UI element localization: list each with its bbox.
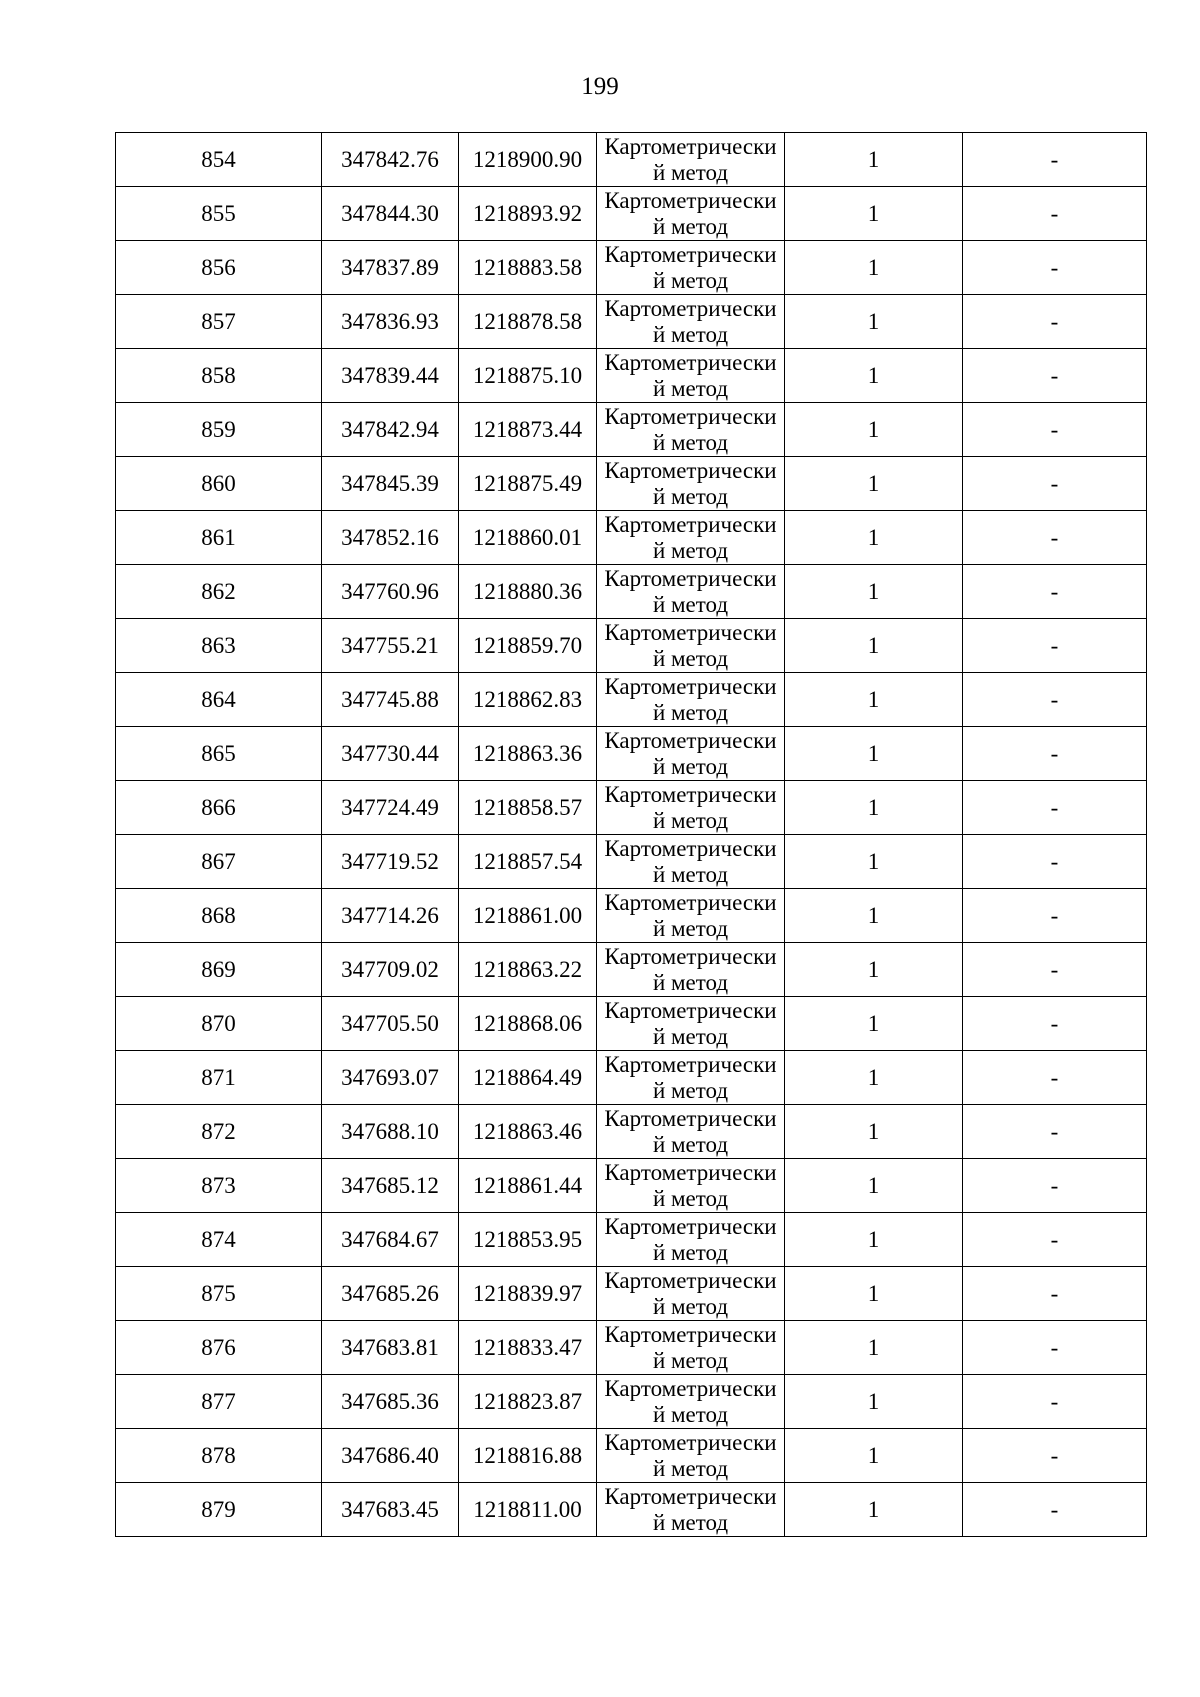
note-cell: - [963,943,1147,997]
y-coordinate-cell: 1218893.92 [459,187,597,241]
point-number-cell: 878 [116,1429,322,1483]
method-cell [597,133,785,187]
method-text-line2: й метод [652,1023,729,1049]
method-text-line1: Картометрически [604,781,777,807]
point-number-cell: 870 [116,997,322,1051]
method-text-line1: Картометрически [604,1213,777,1239]
table-row [116,619,1147,673]
method-cell [597,1105,785,1159]
x-coordinate-cell: 347745.88 [322,673,459,727]
x-coordinate-cell: 347683.45 [322,1483,459,1537]
method-cell [597,673,785,727]
x-coordinate-cell: 347839.44 [322,349,459,403]
point-number-cell: 879 [116,1483,322,1537]
x-coordinate-cell: 347842.94 [322,403,459,457]
x-coordinate-cell: 347688.10 [322,1105,459,1159]
accuracy-cell: 1 [785,943,963,997]
method-text-line1: Картометрически [604,1375,777,1401]
method-text-line1: Картометрически [604,1429,777,1455]
method-text-line2: й метод [652,267,729,293]
point-number-cell: 861 [116,511,322,565]
method-cell [597,511,785,565]
method-text-line1: Картометрически [604,133,777,159]
point-number-cell: 862 [116,565,322,619]
y-coordinate-cell: 1218875.10 [459,349,597,403]
method-text-line1: Картометрически [604,403,777,429]
method-text-line1: Картометрически [604,997,777,1023]
method-cell [597,943,785,997]
method-text-line2: й метод [652,429,729,455]
table-row [116,997,1147,1051]
method-text-line2: й метод [652,1293,729,1319]
table-row [116,1429,1147,1483]
table-row [116,565,1147,619]
table-row [116,835,1147,889]
y-coordinate-cell: 1218839.97 [459,1267,597,1321]
table-body [116,133,1147,1537]
accuracy-cell: 1 [785,457,963,511]
point-number-cell: 874 [116,1213,322,1267]
method-cell [597,1321,785,1375]
x-coordinate-cell: 347730.44 [322,727,459,781]
table-row [116,1267,1147,1321]
note-cell: - [963,565,1147,619]
method-text-line2: й метод [652,1455,729,1481]
table-row [116,1051,1147,1105]
table-row [116,1483,1147,1537]
accuracy-cell: 1 [785,889,963,943]
x-coordinate-cell: 347845.39 [322,457,459,511]
note-cell: - [963,1051,1147,1105]
x-coordinate-cell: 347683.81 [322,1321,459,1375]
point-number-cell: 859 [116,403,322,457]
page-number: 199 [581,73,619,100]
y-coordinate-cell: 1218873.44 [459,403,597,457]
method-cell [597,1429,785,1483]
x-coordinate-cell: 347755.21 [322,619,459,673]
method-text-line1: Картометрически [604,619,777,645]
table-row [116,187,1147,241]
method-text-line2: й метод [652,645,729,671]
note-cell: - [963,727,1147,781]
y-coordinate-cell: 1218853.95 [459,1213,597,1267]
table-row [116,349,1147,403]
method-text-line1: Картометрически [604,349,777,375]
point-number-cell: 867 [116,835,322,889]
method-cell [597,1051,785,1105]
method-text-line1: Картометрически [604,295,777,321]
note-cell: - [963,1267,1147,1321]
note-cell: - [963,619,1147,673]
x-coordinate-cell: 347836.93 [322,295,459,349]
table-row [116,133,1147,187]
accuracy-cell: 1 [785,565,963,619]
x-coordinate-cell: 347837.89 [322,241,459,295]
note-cell: - [963,133,1147,187]
method-cell [597,1213,785,1267]
method-text-line2: й метод [652,1131,729,1157]
table-row [116,727,1147,781]
table-row [116,1321,1147,1375]
y-coordinate-cell: 1218863.36 [459,727,597,781]
point-number-cell: 868 [116,889,322,943]
table-row [116,295,1147,349]
table-row [116,241,1147,295]
method-cell [597,349,785,403]
method-text-line1: Картометрически [604,1483,777,1509]
x-coordinate-cell: 347844.30 [322,187,459,241]
point-number-cell: 876 [116,1321,322,1375]
note-cell: - [963,295,1147,349]
method-text-line1: Картометрически [604,457,777,483]
table-row [116,1105,1147,1159]
method-text-line1: Картометрически [604,1051,777,1077]
point-number-cell: 875 [116,1267,322,1321]
table-row [116,457,1147,511]
method-cell [597,403,785,457]
x-coordinate-cell: 347724.49 [322,781,459,835]
method-cell [597,835,785,889]
method-text-line1: Картометрически [604,1159,777,1185]
y-coordinate-cell: 1218858.57 [459,781,597,835]
accuracy-cell: 1 [785,619,963,673]
y-coordinate-cell: 1218863.46 [459,1105,597,1159]
y-coordinate-cell: 1218875.49 [459,457,597,511]
note-cell: - [963,403,1147,457]
note-cell: - [963,835,1147,889]
y-coordinate-cell: 1218883.58 [459,241,597,295]
table-row [116,943,1147,997]
note-cell: - [963,511,1147,565]
accuracy-cell: 1 [785,1483,963,1537]
accuracy-cell: 1 [785,673,963,727]
note-cell: - [963,241,1147,295]
x-coordinate-cell: 347709.02 [322,943,459,997]
method-text-line2: й метод [652,753,729,779]
method-text-line2: й метод [652,1509,729,1535]
note-cell: - [963,187,1147,241]
accuracy-cell: 1 [785,835,963,889]
method-cell [597,1267,785,1321]
y-coordinate-cell: 1218878.58 [459,295,597,349]
method-text-line2: й метод [652,591,729,617]
note-cell: - [963,349,1147,403]
method-cell [597,889,785,943]
method-text-line2: й метод [652,375,729,401]
x-coordinate-cell: 347685.12 [322,1159,459,1213]
y-coordinate-cell: 1218811.00 [459,1483,597,1537]
note-cell: - [963,1159,1147,1213]
point-number-cell: 860 [116,457,322,511]
accuracy-cell: 1 [785,727,963,781]
point-number-cell: 858 [116,349,322,403]
method-cell [597,1375,785,1429]
y-coordinate-cell: 1218862.83 [459,673,597,727]
method-text-line2: й метод [652,213,729,239]
method-cell [597,187,785,241]
method-cell [597,457,785,511]
y-coordinate-cell: 1218863.22 [459,943,597,997]
accuracy-cell: 1 [785,349,963,403]
method-cell [597,727,785,781]
x-coordinate-cell: 347852.16 [322,511,459,565]
method-text-line1: Картометрически [604,943,777,969]
accuracy-cell: 1 [785,1267,963,1321]
method-text-line1: Картометрически [604,727,777,753]
method-text-line1: Картометрически [604,1267,777,1293]
point-number-cell: 854 [116,133,322,187]
method-cell [597,295,785,349]
accuracy-cell: 1 [785,241,963,295]
table-row [116,1159,1147,1213]
note-cell: - [963,1483,1147,1537]
x-coordinate-cell: 347685.26 [322,1267,459,1321]
y-coordinate-cell: 1218868.06 [459,997,597,1051]
method-cell [597,781,785,835]
method-text-line2: й метод [652,483,729,509]
note-cell: - [963,889,1147,943]
x-coordinate-cell: 347705.50 [322,997,459,1051]
method-text-line1: Картометрически [604,187,777,213]
accuracy-cell: 1 [785,295,963,349]
y-coordinate-cell: 1218860.01 [459,511,597,565]
note-cell: - [963,1105,1147,1159]
method-text-line1: Картометрически [604,1321,777,1347]
accuracy-cell: 1 [785,1051,963,1105]
y-coordinate-cell: 1218859.70 [459,619,597,673]
method-text-line2: й метод [652,861,729,887]
point-number-cell: 866 [116,781,322,835]
x-coordinate-cell: 347714.26 [322,889,459,943]
table-row [116,889,1147,943]
accuracy-cell: 1 [785,997,963,1051]
method-cell [597,1159,785,1213]
table-row [116,781,1147,835]
accuracy-cell: 1 [785,1213,963,1267]
x-coordinate-cell: 347684.67 [322,1213,459,1267]
method-text-line2: й метод [652,537,729,563]
point-number-cell: 857 [116,295,322,349]
y-coordinate-cell: 1218857.54 [459,835,597,889]
point-number-cell: 869 [116,943,322,997]
accuracy-cell: 1 [785,1321,963,1375]
note-cell: - [963,781,1147,835]
accuracy-cell: 1 [785,1429,963,1483]
method-text-line2: й метод [652,1185,729,1211]
note-cell: - [963,673,1147,727]
x-coordinate-cell: 347719.52 [322,835,459,889]
y-coordinate-cell: 1218816.88 [459,1429,597,1483]
method-text-line2: й метод [652,1401,729,1427]
method-text-line2: й метод [652,321,729,347]
note-cell: - [963,457,1147,511]
x-coordinate-cell: 347685.36 [322,1375,459,1429]
method-text-line2: й метод [652,1239,729,1265]
accuracy-cell: 1 [785,1105,963,1159]
point-number-cell: 871 [116,1051,322,1105]
accuracy-cell: 1 [785,187,963,241]
table-row [116,511,1147,565]
table-row [116,403,1147,457]
coordinates-table [115,132,1147,1537]
method-cell [597,565,785,619]
point-number-cell: 872 [116,1105,322,1159]
method-cell [597,241,785,295]
accuracy-cell: 1 [785,511,963,565]
x-coordinate-cell: 347760.96 [322,565,459,619]
method-text-line1: Картометрически [604,889,777,915]
y-coordinate-cell: 1218900.90 [459,133,597,187]
accuracy-cell: 1 [785,133,963,187]
method-text-line2: й метод [652,915,729,941]
note-cell: - [963,1375,1147,1429]
x-coordinate-cell: 347693.07 [322,1051,459,1105]
point-number-cell: 864 [116,673,322,727]
method-text-line2: й метод [652,807,729,833]
method-cell [597,997,785,1051]
method-text-line2: й метод [652,159,729,185]
y-coordinate-cell: 1218861.44 [459,1159,597,1213]
method-text-line1: Картометрически [604,241,777,267]
method-text-line2: й метод [652,699,729,725]
method-text-line1: Картометрически [604,511,777,537]
point-number-cell: 863 [116,619,322,673]
point-number-cell: 856 [116,241,322,295]
y-coordinate-cell: 1218864.49 [459,1051,597,1105]
accuracy-cell: 1 [785,781,963,835]
point-number-cell: 855 [116,187,322,241]
y-coordinate-cell: 1218823.87 [459,1375,597,1429]
x-coordinate-cell: 347686.40 [322,1429,459,1483]
accuracy-cell: 1 [785,1375,963,1429]
method-text-line2: й метод [652,1347,729,1373]
table-row [116,1213,1147,1267]
x-coordinate-cell: 347842.76 [322,133,459,187]
table-row [116,1375,1147,1429]
method-text-line2: й метод [652,969,729,995]
point-number-cell: 877 [116,1375,322,1429]
note-cell: - [963,1213,1147,1267]
note-cell: - [963,997,1147,1051]
method-text-line1: Картометрически [604,835,777,861]
method-text-line2: й метод [652,1077,729,1103]
method-text-line1: Картометрически [604,673,777,699]
point-number-cell: 865 [116,727,322,781]
note-cell: - [963,1321,1147,1375]
y-coordinate-cell: 1218861.00 [459,889,597,943]
y-coordinate-cell: 1218880.36 [459,565,597,619]
method-cell [597,619,785,673]
method-cell [597,1483,785,1537]
accuracy-cell: 1 [785,1159,963,1213]
note-cell: - [963,1429,1147,1483]
table-row [116,673,1147,727]
y-coordinate-cell: 1218833.47 [459,1321,597,1375]
accuracy-cell: 1 [785,403,963,457]
method-text-line1: Картометрически [604,1105,777,1131]
point-number-cell: 873 [116,1159,322,1213]
method-text-line1: Картометрически [604,565,777,591]
